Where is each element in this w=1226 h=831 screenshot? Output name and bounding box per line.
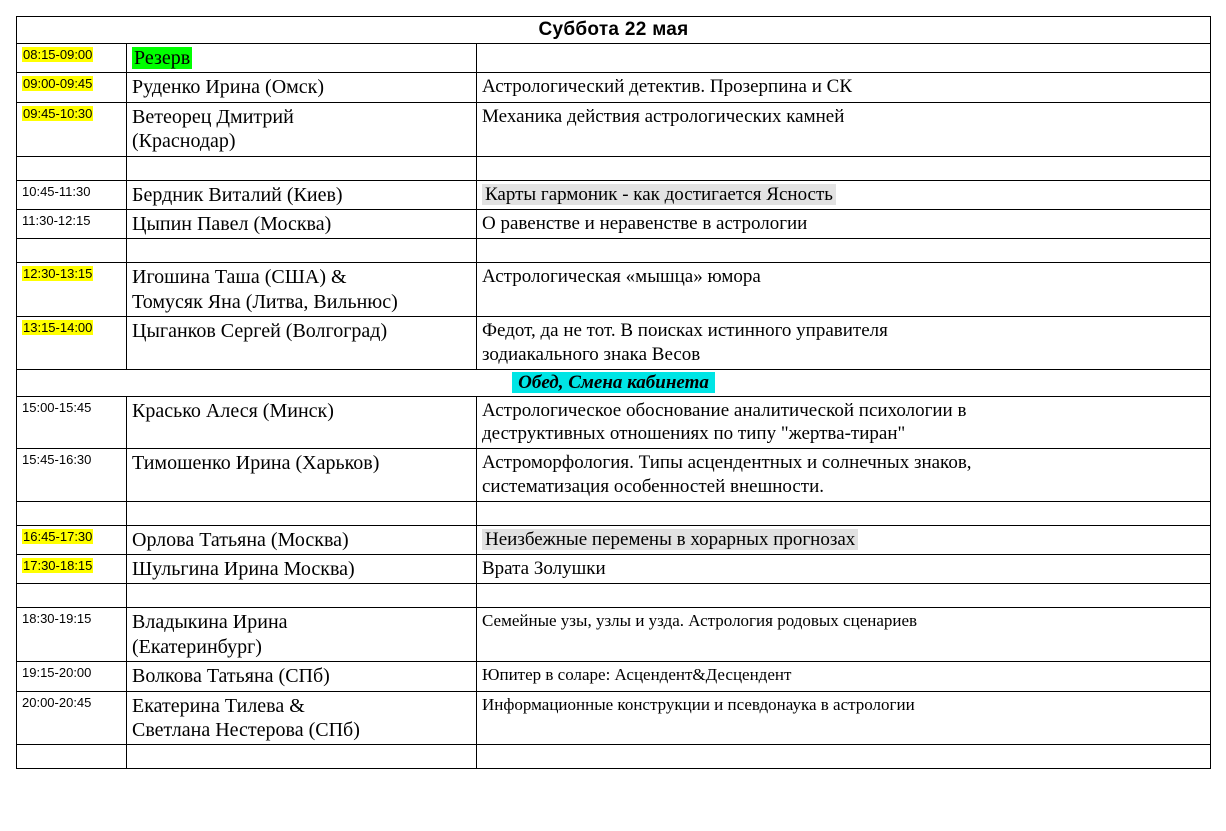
topic-cell [477, 73, 1211, 102]
table-row [17, 396, 1211, 449]
speaker-line: Владыкина Ирина [132, 611, 288, 634]
table-row [17, 209, 1211, 238]
page-title: Суббота 22 мая [17, 17, 1211, 44]
time-label: 11:30-12:15 [22, 212, 91, 228]
table-row [17, 73, 1211, 102]
speaker-cell [127, 263, 477, 317]
topic-line: Юпитер в соларе: Асцендент&Десцендент [482, 665, 792, 685]
speaker-cell [127, 396, 477, 449]
speaker-cell [127, 608, 477, 662]
time-label: 09:45-10:30 [23, 105, 93, 121]
time-label: 09:00-09:45 [23, 76, 93, 92]
speaker-cell [127, 73, 477, 102]
topic-text: Карты гармоник - как достигается Ясность [482, 184, 836, 205]
spacer-cell [127, 745, 477, 769]
topic-line: Астрологический детектив. Прозерпина и СК [482, 76, 852, 98]
spacer-cell [127, 501, 477, 525]
speaker-line: Шульгина Ирина Москва) [132, 558, 355, 581]
time-label: 08:15-09:00 [23, 47, 93, 62]
spacer-cell [17, 501, 127, 525]
table-row [17, 525, 1211, 554]
speaker-cell [127, 180, 477, 209]
topic-cell [477, 662, 1211, 691]
topic-cell [477, 691, 1211, 745]
topic-line: Астрологическая «мышца» юмора [482, 266, 761, 288]
time-label: 19:15-20:00 [22, 665, 92, 681]
topic-line: Информационные конструкции и псевдонаука в астрологии [482, 694, 915, 714]
time-label: 10:45-11:30 [22, 183, 91, 199]
topic-cell [477, 44, 1211, 73]
topic-line: систематизация особенностей внешности. [482, 475, 824, 497]
topic-line [482, 183, 1205, 207]
speaker-line: Руденко Ирина (Омск) [132, 76, 325, 99]
table-row [17, 102, 1211, 156]
topic-cell [477, 180, 1211, 209]
time-cell [17, 555, 127, 584]
time-label: 18:30-19:15 [22, 611, 92, 627]
time-label: 16:45-17:30 [23, 528, 93, 544]
speaker-line: Светлана Нестерова (СПб) [132, 718, 360, 741]
topic-cell [477, 525, 1211, 554]
topic-cell [477, 209, 1211, 238]
speaker-line: Волкова Татьяна (СПб) [132, 665, 330, 688]
speaker-line: (Екатеринбург) [132, 635, 262, 658]
speaker-cell [127, 102, 477, 156]
time-cell [17, 180, 127, 209]
time-cell [17, 209, 127, 238]
spacer-cell [477, 239, 1211, 263]
time-label: 15:00-15:45 [22, 399, 92, 415]
speaker-line: Цыганков Сергей (Волгоград) [132, 320, 388, 343]
break-label: Обед, Смена кабинета [512, 372, 715, 393]
spacer-cell [477, 584, 1211, 608]
schedule-table [16, 16, 1211, 769]
table-row [17, 691, 1211, 745]
time-cell [17, 263, 127, 317]
speaker-cell [127, 662, 477, 691]
speaker-cell [127, 317, 477, 370]
time-cell [17, 73, 127, 102]
table-row [17, 317, 1211, 370]
speaker-cell [127, 525, 477, 554]
time-label: 12:30-13:15 [23, 266, 93, 282]
time-cell [17, 44, 127, 73]
time-cell [17, 396, 127, 449]
spacer-cell [127, 239, 477, 263]
spacer-cell [477, 501, 1211, 525]
speaker-line: (Краснодар) [132, 130, 236, 153]
topic-line: Семейные узы, узлы и узда. Астрология родовых сценариев [482, 611, 918, 631]
table-row [17, 449, 1211, 502]
speaker-line: Ветеорец Дмитрий [132, 105, 294, 128]
topic-cell [477, 317, 1211, 370]
table-row [17, 44, 1211, 73]
speaker-line: Екатерина Тилева & [132, 694, 305, 717]
topic-cell [477, 102, 1211, 156]
topic-line: деструктивных отношениях по типу "жертва-тиран" [482, 423, 906, 445]
speaker-cell [127, 209, 477, 238]
topic-cell [477, 449, 1211, 502]
speaker-line: Бердник Виталий (Киев) [132, 183, 343, 206]
time-cell [17, 525, 127, 554]
topic-line: зодиакального знака Весов [482, 343, 701, 365]
time-cell [17, 449, 127, 502]
spacer-cell [17, 584, 127, 608]
time-cell [17, 691, 127, 745]
speaker-cell [127, 691, 477, 745]
table-row [17, 662, 1211, 691]
topic-cell [477, 263, 1211, 317]
speaker-line: Игошина Таша (США) & [132, 266, 347, 289]
time-label: 15:45-16:30 [22, 452, 92, 468]
speaker-cell [127, 44, 477, 73]
spacer-row [17, 239, 1211, 263]
speaker-line: Красько Алеся (Минск) [132, 399, 334, 422]
topic-cell [477, 555, 1211, 584]
table-title-row [17, 17, 1211, 44]
table-row [17, 180, 1211, 209]
speaker-line: Орлова Татьяна (Москва) [132, 528, 349, 551]
spacer-row [17, 156, 1211, 180]
time-cell [17, 608, 127, 662]
spacer-cell [477, 745, 1211, 769]
spacer-row [17, 745, 1211, 769]
speaker-cell [127, 449, 477, 502]
topic-line: Врата Золушки [482, 558, 606, 580]
topic-line: Астрологическое обоснование аналитической психологии в [482, 399, 967, 421]
reserve-label: Резерв [134, 47, 191, 69]
time-cell [17, 662, 127, 691]
spacer-cell [127, 584, 477, 608]
speaker-line: Цыпин Павел (Москва) [132, 212, 332, 235]
topic-text: Неизбежные перемены в хорарных прогнозах [482, 529, 858, 550]
time-label: 20:00-20:45 [22, 694, 92, 710]
topic-line: Астроморфология. Типы асцендентных и солнечных знаков, [482, 452, 972, 474]
speaker-line: Томусяк Яна (Литва, Вильнюс) [132, 290, 398, 313]
time-cell [17, 102, 127, 156]
time-label: 13:15-14:00 [23, 320, 93, 336]
time-cell [17, 317, 127, 370]
topic-cell [477, 396, 1211, 449]
spacer-cell [17, 156, 127, 180]
spacer-row [17, 501, 1211, 525]
speaker-line: Тимошенко Ирина (Харьков) [132, 452, 380, 475]
time-label: 17:30-18:15 [23, 558, 93, 574]
topic-line: Федот, да не тот. В поисках истинного управителя [482, 320, 888, 342]
topic-line [482, 528, 1205, 552]
break-row [17, 369, 1211, 396]
spacer-row [17, 584, 1211, 608]
table-row [17, 555, 1211, 584]
break-cell [17, 369, 1211, 396]
speaker-cell [127, 555, 477, 584]
schedule-body [17, 44, 1211, 769]
spacer-cell [477, 156, 1211, 180]
topic-line: Механика действия астрологических камней [482, 105, 845, 127]
table-row [17, 608, 1211, 662]
spacer-cell [17, 745, 127, 769]
topic-cell [477, 608, 1211, 662]
table-row [17, 263, 1211, 317]
spacer-cell [127, 156, 477, 180]
topic-line: О равенстве и неравенстве в астрологии [482, 212, 808, 234]
spacer-cell [17, 239, 127, 263]
